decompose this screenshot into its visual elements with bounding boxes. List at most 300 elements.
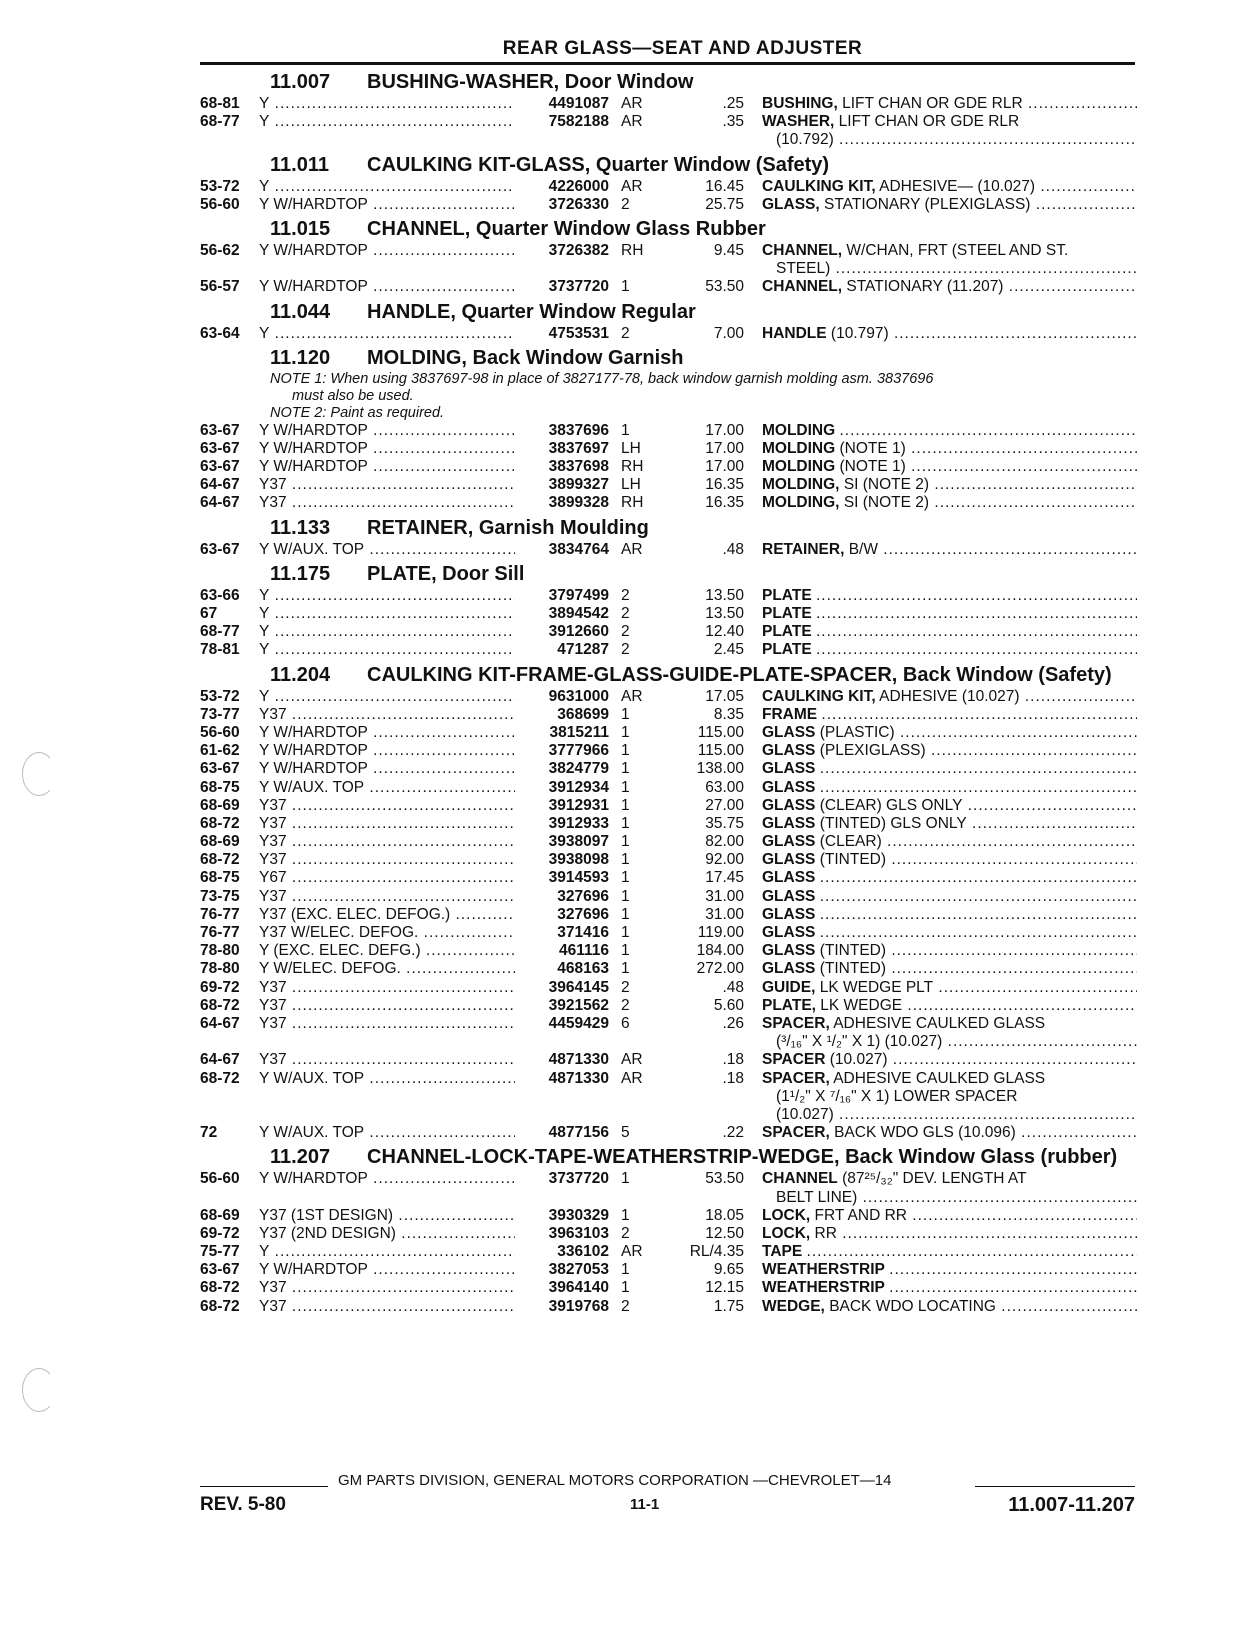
description-keyword: RETAINER,: [762, 540, 845, 558]
quantity: AR: [621, 95, 643, 112]
section-number: 11.120: [270, 346, 331, 369]
description-line: [762, 623, 1137, 641]
price: 2.45: [713, 641, 744, 659]
price: 115.00: [697, 742, 744, 760]
part-number: 461116: [515, 942, 609, 960]
description-line: [762, 422, 1137, 440]
model-years: 68-69: [200, 833, 240, 851]
price: 53.50: [705, 1170, 744, 1188]
model-application: Y67 .....: [259, 869, 515, 887]
parts-row: [200, 1070, 1135, 1125]
model-years: 68-72: [200, 1279, 240, 1297]
section-heading: [200, 71, 1135, 93]
description-text: STATIONARY (PLEXIGLASS): [824, 195, 1031, 213]
part-description: [762, 476, 1137, 494]
description-keyword: LOCK,: [762, 1224, 811, 1242]
model-years: 63-67: [200, 421, 240, 439]
section-note: NOTE 2: Paint as required.: [270, 404, 445, 421]
parts-row: [200, 1225, 1135, 1243]
description-line: [762, 196, 1137, 214]
price: 92.00: [705, 851, 744, 869]
part-number: 3737720: [515, 1170, 609, 1188]
model-application: Y37 .....: [259, 815, 515, 833]
parts-row: [200, 924, 1135, 942]
section-heading: [200, 154, 1135, 176]
description-keyword: CHANNEL,: [762, 278, 843, 296]
description-text: ADHESIVE CAULKED GLASS: [833, 1069, 1046, 1087]
quantity: 2: [621, 586, 630, 604]
quantity: 1: [621, 705, 630, 723]
price: 9.45: [713, 241, 744, 259]
part-description: [762, 1243, 1137, 1261]
parts-row: [200, 325, 1135, 343]
footer-revision: REV. 5-80: [200, 1494, 286, 1515]
price: 82.00: [705, 833, 744, 851]
description-line: [762, 888, 1137, 906]
part-description: [762, 95, 1137, 113]
part-number: 3899328: [515, 494, 609, 512]
description-keyword: BUSHING,: [762, 95, 838, 112]
part-description: [762, 440, 1137, 458]
binder-hole-mark: [22, 752, 56, 796]
model-years: 53-72: [200, 177, 240, 195]
description-line: [762, 906, 1137, 924]
parts-row: [200, 779, 1135, 797]
part-description: [762, 779, 1137, 797]
part-number: 371416: [515, 924, 609, 942]
section-number: 11.207: [270, 1146, 331, 1169]
price: 9.65: [713, 1261, 744, 1279]
section-title: CAULKING KIT-FRAME-GLASS-GUIDE-PLATE-SPACER, Back Window (Safety): [367, 663, 1112, 686]
description-line: [762, 325, 1137, 343]
price: RL/4.35: [689, 1243, 744, 1261]
footer-rule-left: [200, 1486, 328, 1487]
part-number: 3912933: [515, 815, 609, 833]
model-years: 76-77: [200, 924, 240, 942]
quantity: 2: [621, 978, 630, 996]
catalog-page: [200, 38, 1135, 1316]
model-years: 64-67: [200, 494, 240, 512]
parts-row: [200, 1243, 1135, 1261]
part-description: [762, 942, 1137, 960]
model-application: Y W/HARDTOP .....: [259, 1170, 515, 1188]
part-number: 9631000: [515, 688, 609, 706]
model-years: 64-67: [200, 476, 240, 494]
model-application: Y .....: [259, 641, 515, 659]
part-description: [762, 494, 1137, 512]
description-keyword: MOLDING,: [762, 476, 840, 494]
footer-publisher: GM PARTS DIVISION, GENERAL MOTORS CORPORATION —CHEVROLET—14: [338, 1472, 892, 1489]
description-line: [762, 242, 1137, 260]
description-line: [762, 797, 1137, 815]
model-application: Y W/AUX. TOP .....: [259, 1070, 515, 1088]
part-number: 4871330: [515, 1070, 609, 1088]
parts-row: [200, 942, 1135, 960]
part-number: 3938097: [515, 833, 609, 851]
price: 17.45: [705, 869, 744, 887]
quantity: AR: [621, 113, 643, 131]
description-continuation: STEEL) .....: [762, 260, 1137, 278]
description-text: SI (NOTE 2): [843, 476, 930, 494]
part-number: 3921562: [515, 997, 609, 1015]
part-number: 336102: [515, 1243, 609, 1261]
description-text: (PLASTIC): [819, 723, 895, 741]
quantity: 1: [621, 851, 630, 869]
description-keyword: GLASS,: [762, 195, 820, 213]
part-description: [762, 1015, 1137, 1051]
quantity: 1: [621, 278, 630, 296]
description-text: LK WEDGE PLT: [819, 978, 934, 996]
parts-row: [200, 906, 1135, 924]
model-application: Y37 .....: [259, 476, 515, 494]
section-title: MOLDING, Back Window Garnish: [367, 346, 684, 369]
description-line: [762, 1279, 1137, 1297]
quantity: 5: [621, 1124, 630, 1142]
description-line: [762, 440, 1137, 458]
description-keyword: GLASS: [762, 760, 816, 778]
description-line: [762, 724, 1137, 742]
model-application: Y37 .....: [259, 1015, 515, 1033]
description-line: [762, 1298, 1137, 1316]
description-continuation: (³/₁₆" X ¹/₂" X 1) (10.027) .....: [762, 1033, 1137, 1051]
model-years: 63-67: [200, 458, 240, 476]
part-number: 327696: [515, 888, 609, 906]
binder-hole-mark: [22, 1368, 56, 1412]
price: 17.00: [705, 458, 744, 476]
part-number: 7582188: [515, 113, 609, 131]
description-keyword: GUIDE,: [762, 978, 816, 996]
description-keyword: GLASS: [762, 833, 816, 851]
model-years: 67: [200, 605, 218, 623]
part-description: [762, 1261, 1137, 1279]
quantity: AR: [621, 177, 643, 195]
part-number: 3912931: [515, 797, 609, 815]
section-title: RETAINER, Garnish Moulding: [367, 516, 649, 539]
description-line: [762, 779, 1137, 797]
model-years: 63-67: [200, 1261, 240, 1279]
quantity: 1: [621, 924, 630, 942]
part-description: [762, 1051, 1137, 1069]
parts-row: [200, 605, 1135, 623]
model-application: Y .....: [259, 1243, 515, 1261]
description-text: (TINTED): [819, 942, 887, 960]
model-application: Y .....: [259, 688, 515, 706]
section-heading: [200, 301, 1135, 323]
model-years: 76-77: [200, 905, 240, 923]
section-title: CAULKING KIT-GLASS, Quarter Window (Safety): [367, 153, 830, 176]
part-description: [762, 1124, 1137, 1142]
price: .22: [722, 1124, 744, 1142]
price: .18: [722, 1069, 744, 1087]
model-years: 73-75: [200, 887, 240, 905]
description-continuation: (10.027) .....: [762, 1106, 1137, 1124]
quantity: 1: [621, 833, 630, 851]
price: 35.75: [705, 814, 744, 832]
parts-row: [200, 178, 1135, 196]
part-description: [762, 888, 1137, 906]
model-application: Y W/HARDTOP .....: [259, 742, 515, 760]
part-number: 3815211: [515, 724, 609, 742]
part-description: [762, 196, 1137, 214]
part-description: [762, 422, 1137, 440]
quantity: 1: [621, 869, 630, 887]
description-continuation: (1¹/₂" X ⁷/₁₆" X 1) LOWER SPACER: [776, 1087, 1018, 1105]
model-application: Y W/HARDTOP .....: [259, 760, 515, 778]
parts-row: [200, 760, 1135, 778]
description-line: [762, 1015, 1137, 1033]
section-note: must also be used.: [292, 387, 414, 404]
description-line: [762, 979, 1137, 997]
description-line: [762, 869, 1137, 887]
description-line: [762, 113, 1137, 131]
price: 8.35: [713, 705, 744, 723]
description-line: [762, 541, 1137, 559]
price: 17.05: [705, 687, 744, 705]
part-number: 3964145: [515, 979, 609, 997]
model-years: 68-72: [200, 851, 240, 869]
quantity: 1: [621, 1279, 630, 1297]
section-number: 11.204: [270, 663, 331, 686]
page-title: REAR GLASS—SEAT AND ADJUSTER: [502, 38, 863, 59]
description-keyword: GLASS: [762, 924, 816, 942]
model-application: Y37 (2ND DESIGN) .....: [259, 1225, 515, 1243]
section-note: NOTE 1: When using 3837697-98 in place of 3827177-78, back window garnish molding asm. 3837696: [270, 370, 934, 387]
part-description: [762, 242, 1137, 278]
parts-row: [200, 113, 1135, 149]
description-keyword: SPACER: [762, 1051, 826, 1069]
sections-container: [200, 71, 1135, 1316]
quantity: 1: [621, 421, 630, 439]
part-description: [762, 458, 1137, 476]
description-line: [762, 278, 1137, 296]
description-text: ADHESIVE CAULKED GLASS: [833, 1014, 1046, 1032]
description-keyword: GLASS: [762, 960, 816, 978]
parts-row: [200, 869, 1135, 887]
quantity: 1: [621, 742, 630, 760]
model-years: 64-67: [200, 1014, 240, 1032]
parts-row: [200, 979, 1135, 997]
part-number: 468163: [515, 960, 609, 978]
model-application: Y W/HARDTOP .....: [259, 724, 515, 742]
part-number: 4226000: [515, 178, 609, 196]
model-application: Y37 .....: [259, 851, 515, 869]
parts-row: [200, 851, 1135, 869]
model-application: Y37 (1ST DESIGN) .....: [259, 1207, 515, 1225]
section-title: HANDLE, Quarter Window Regular: [367, 300, 696, 323]
description-keyword: GLASS: [762, 887, 816, 905]
model-years: 72: [200, 1124, 218, 1142]
part-description: [762, 623, 1137, 641]
quantity: 1: [621, 796, 630, 814]
parts-row: [200, 278, 1135, 296]
part-description: [762, 587, 1137, 605]
model-application: Y W/HARDTOP .....: [259, 278, 515, 296]
model-application: Y .....: [259, 587, 515, 605]
quantity: 1: [621, 1206, 630, 1224]
description-line: [762, 641, 1137, 659]
parts-row: [200, 815, 1135, 833]
model-years: 56-57: [200, 278, 240, 296]
description-text: (10.797): [830, 324, 889, 342]
model-application: Y37 .....: [259, 979, 515, 997]
description-keyword: CAULKING KIT,: [762, 687, 876, 705]
part-number: 3837698: [515, 458, 609, 476]
model-application: Y37 W/ELEC. DEFOG. .....: [259, 924, 515, 942]
description-line: [762, 742, 1137, 760]
quantity: LH: [621, 439, 641, 457]
quantity: AR: [621, 540, 643, 558]
model-years: 64-67: [200, 1051, 240, 1069]
description-line: [762, 1207, 1137, 1225]
model-application: Y37 .....: [259, 1298, 515, 1316]
description-line: [762, 942, 1137, 960]
model-application: Y W/HARDTOP .....: [259, 422, 515, 440]
description-text: BACK WDO LOCATING: [829, 1297, 996, 1315]
parts-row: [200, 1051, 1135, 1069]
model-years: 63-67: [200, 439, 240, 457]
parts-row: [200, 641, 1135, 659]
description-keyword: MOLDING,: [762, 494, 840, 512]
part-description: [762, 706, 1137, 724]
description-keyword: GLASS: [762, 778, 816, 796]
part-description: [762, 906, 1137, 924]
quantity: RH: [621, 241, 644, 259]
description-keyword: GLASS: [762, 869, 816, 887]
section-title: PLATE, Door Sill: [367, 562, 525, 585]
part-number: 3964140: [515, 1279, 609, 1297]
section-title: CHANNEL-LOCK-TAPE-WEATHERSTRIP-WEDGE, Back Window Glass (rubber): [367, 1146, 1118, 1169]
quantity: 1: [621, 1170, 630, 1188]
quantity: 1: [621, 960, 630, 978]
model-application: Y .....: [259, 325, 515, 343]
part-number: 3938098: [515, 851, 609, 869]
model-application: Y37 .....: [259, 1051, 515, 1069]
price: 63.00: [705, 778, 744, 796]
quantity: 2: [621, 1224, 630, 1242]
model-years: 63-64: [200, 324, 240, 342]
price: .26: [722, 1014, 744, 1032]
part-description: [762, 113, 1137, 149]
section-heading: [200, 1146, 1135, 1168]
price: 16.35: [705, 476, 744, 494]
description-line: [762, 178, 1137, 196]
parts-row: [200, 797, 1135, 815]
section-title: BUSHING-WASHER, Door Window: [367, 71, 694, 93]
quantity: RH: [621, 494, 644, 512]
description-keyword: WEDGE,: [762, 1297, 825, 1315]
model-years: 68-72: [200, 996, 240, 1014]
model-application: Y .....: [259, 605, 515, 623]
part-number: 3899327: [515, 476, 609, 494]
description-text: (87²⁵/₃₂" DEV. LENGTH AT: [842, 1170, 1027, 1188]
model-application: Y W/HARDTOP .....: [259, 196, 515, 214]
description-keyword: MOLDING: [762, 439, 836, 457]
model-application: Y W/AUX. TOP .....: [259, 1124, 515, 1142]
part-number: 4877156: [515, 1124, 609, 1142]
description-keyword: PLATE: [762, 605, 812, 623]
description-keyword: FRAME: [762, 705, 818, 723]
model-years: 68-69: [200, 796, 240, 814]
part-description: [762, 833, 1137, 851]
part-number: 3797499: [515, 587, 609, 605]
model-years: 68-75: [200, 778, 240, 796]
price: .35: [722, 113, 744, 131]
quantity: 1: [621, 905, 630, 923]
parts-row: [200, 833, 1135, 851]
parts-row: [200, 587, 1135, 605]
section-heading: [200, 347, 1135, 369]
description-text: (NOTE 1): [839, 439, 906, 457]
model-application: Y (EXC. ELEC. DEFG.) .....: [259, 942, 515, 960]
description-line: [762, 924, 1137, 942]
description-line: [762, 815, 1137, 833]
description-line: [762, 1124, 1137, 1142]
model-years: 56-60: [200, 1170, 240, 1188]
parts-row: [200, 458, 1135, 476]
description-line: [762, 494, 1137, 512]
description-keyword: GLASS: [762, 851, 816, 869]
model-years: 63-67: [200, 760, 240, 778]
model-application: Y W/HARDTOP .....: [259, 242, 515, 260]
description-text: W/CHAN, FRT (STEEL AND ST.: [846, 241, 1069, 259]
model-years: 56-60: [200, 195, 240, 213]
quantity: AR: [621, 687, 643, 705]
model-years: 61-62: [200, 742, 240, 760]
description-keyword: CHANNEL,: [762, 241, 843, 259]
description-keyword: MOLDING: [762, 458, 836, 476]
part-description: [762, 742, 1137, 760]
quantity: 1: [621, 778, 630, 796]
description-keyword: CHANNEL: [762, 1170, 838, 1188]
quantity: 1: [621, 1261, 630, 1279]
description-keyword: GLASS: [762, 942, 816, 960]
description-text: (CLEAR) GLS ONLY: [819, 796, 963, 814]
quantity: LH: [621, 476, 641, 494]
footer-rule-right: [975, 1486, 1135, 1487]
price: 25.75: [705, 195, 744, 213]
description-continuation: (10.792) .....: [762, 131, 1137, 149]
price: 16.45: [705, 177, 744, 195]
part-description: [762, 1298, 1137, 1316]
footer-section-range: 11.007-11.207: [1008, 1494, 1135, 1516]
description-text: (CLEAR): [819, 833, 882, 851]
description-keyword: GLASS: [762, 742, 816, 760]
model-years: 56-60: [200, 723, 240, 741]
parts-row: [200, 1170, 1135, 1206]
model-years: 78-80: [200, 942, 240, 960]
part-number: 3919768: [515, 1298, 609, 1316]
parts-row: [200, 960, 1135, 978]
description-line: [762, 1051, 1137, 1069]
price: 18.05: [705, 1206, 744, 1224]
quantity: 6: [621, 1014, 630, 1032]
part-number: 3837696: [515, 422, 609, 440]
model-application: Y37 .....: [259, 997, 515, 1015]
description-line: [762, 997, 1137, 1015]
model-application: Y W/HARDTOP .....: [259, 1261, 515, 1279]
model-years: 68-77: [200, 623, 240, 641]
model-application: Y37 .....: [259, 797, 515, 815]
description-keyword: SPACER,: [762, 1014, 830, 1032]
model-application: Y37 .....: [259, 494, 515, 512]
model-years: 63-67: [200, 540, 240, 558]
part-number: 368699: [515, 706, 609, 724]
model-application: Y .....: [259, 623, 515, 641]
model-application: Y .....: [259, 95, 515, 113]
section-number: 11.011: [270, 153, 329, 176]
model-years: 69-72: [200, 1224, 240, 1242]
description-keyword: WEATHERSTRIP: [762, 1279, 885, 1297]
